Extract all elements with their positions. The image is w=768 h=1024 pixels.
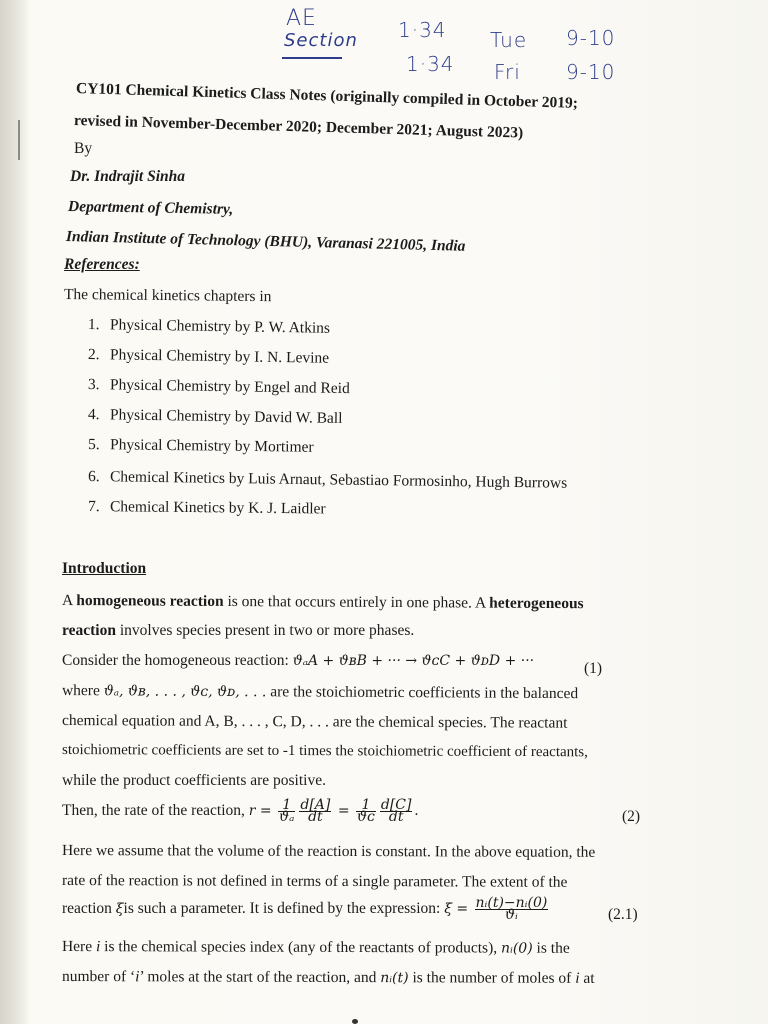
handwritten-section: Section (284, 30, 358, 51)
binding-shadow (0, 0, 30, 1024)
consider-line: Consider the homogeneous reaction: ϑₐA + ϑʙB + ··· → ϑᴄC + ϑᴅD + ··· (62, 652, 535, 669)
equation-number-2: (2) (622, 808, 641, 825)
references-intro: The chemical kinetics chapters in (63, 286, 272, 306)
introduction-heading: Introduction (62, 560, 147, 577)
product-coeff-line: while the product coefficients are positive. (62, 772, 326, 789)
handwritten-day-2: Fri (494, 60, 521, 84)
rate-definition-line: Then, the rate of the reaction, r = $\frac{1}{\text{ϑₐ}}$ $\frac{d[A]}{dt}$ = $\frac{1}{\text{ϑᴄ}}$ $\frac{d[C]}{dt}$ . (62, 797, 419, 825)
handwritten-underline (282, 57, 342, 59)
where-line: where ϑₐ, ϑʙ, . . . , ϑᴄ, ϑᴅ, . . . are the stoichiometric coefficients in the balanced (61, 682, 579, 703)
volume-line: Here we assume that the volume of the reaction is constant. In the above equation, the (61, 842, 596, 861)
reference-item: 4. Physical Chemistry by David W. Ball (87, 406, 343, 427)
handwritten-room-1: 1·34 (398, 18, 447, 42)
extent-line: reaction ξis such a parameter. It is defined by the expression: ξ = $\frac{\text{nᵢ(t)−nᵢ(0)}}{\text{ϑᵢ}}$ (62, 895, 548, 923)
species-index-line: Here i is the chemical species index (any of the reactants of products), nᵢ(0) is the (61, 938, 570, 957)
rate-fraction-1: $\frac{1}{\text{ϑₐ}}$ (279, 797, 295, 825)
intro-paragraph-line-1: A homogeneous reaction is one that occurs entirely in one phase. A heterogeneous (61, 592, 584, 613)
moles-line: number of ‘i’ moles at the start of the reaction, and nᵢ(t) is the number of moles of i at (61, 968, 595, 987)
reference-item: 2. Physical Chemistry by I. N. Levine (87, 346, 330, 367)
reaction-equation: ϑₐA + ϑʙB + ··· → ϑᴄC + ϑᴅD + ··· (292, 653, 535, 669)
handwritten-room-2: 1·34 (406, 52, 455, 76)
reference-item: 3. Physical Chemistry by Engel and Reid (87, 376, 350, 398)
rate-fraction-4: $\frac{d[C]}{dt}$ (380, 797, 412, 825)
equation-number-1: (1) (584, 660, 603, 677)
title-line-2: revised in November-December 2020; December 2021; August 2023) (73, 112, 524, 142)
references-heading: References: (64, 256, 140, 273)
handwritten-time-2: 9-10 (566, 60, 616, 84)
by-label: By (74, 140, 93, 157)
rate-fraction-2: $\frac{d[A]}{dt}$ (300, 797, 331, 825)
rate-fraction-3: $\frac{1}{\text{ϑᴄ}}$ (357, 797, 375, 825)
reference-item: 1. Physical Chemistry by P. W. Atkins (87, 316, 331, 337)
reference-item: 5. Physical Chemistry by Mortimer (87, 436, 314, 456)
title-line-1: CY101 Chemical Kinetics Class Notes (originally compiled in October 2019; (75, 80, 579, 112)
handwritten-day-1: Tue (490, 28, 528, 52)
handwritten-ae: AE (286, 6, 317, 31)
rate-def-line: rate of the reaction is not defined in terms of a single parameter. The extent of the (61, 872, 568, 891)
chem-species-line: chemical equation and A, B, . . . , C, D, . . . are the chemical species. The reactant (61, 712, 568, 732)
equation-number-2-1: (2.1) (608, 906, 638, 923)
reference-item: 7. Chemical Kinetics by K. J. Laidler (87, 498, 326, 518)
extent-fraction: $\frac{\text{nᵢ(t)−nᵢ(0)}}{\text{ϑᵢ}}$ (475, 895, 548, 923)
handwritten-time-1: 9-10 (566, 26, 616, 50)
department: Department of Chemistry, (67, 198, 234, 218)
author-name: Dr. Indrajit Sinha (70, 168, 186, 185)
intro-paragraph-line-2: reaction involves species present in two or more phases. (62, 622, 415, 639)
reference-item: 6. Chemical Kinetics by Luis Arnaut, Sebastiao Formosinho, Hugh Burrows (87, 468, 568, 492)
stoich-line: stoichiometric coefficients are set to -1 times the stoichiometric coefficient of reactants, (61, 742, 588, 761)
page-mark (352, 1019, 358, 1024)
margin-mark (18, 120, 20, 160)
institute-address: Indian Institute of Technology (BHU), Varanasi 221005, India (65, 228, 466, 255)
